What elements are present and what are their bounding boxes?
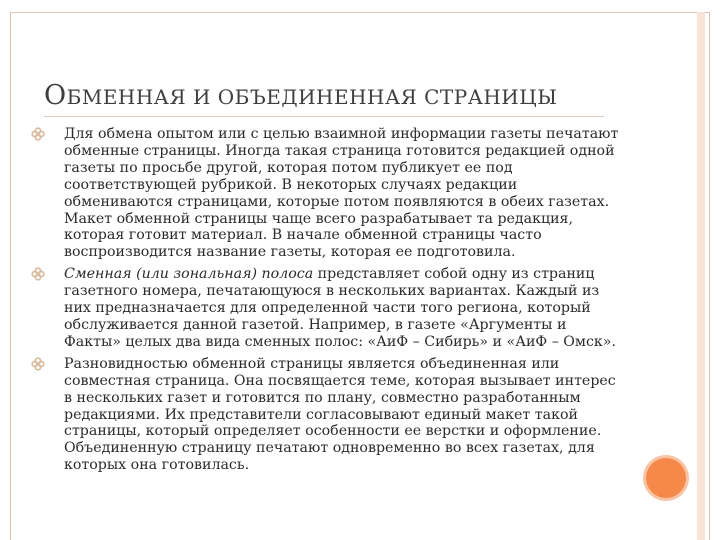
paragraph-text: Макет обменной страницы чаще всего разрабатывает та редакция, которая готовит материал. В начале обменной страницы часто воспроизводится название газеты, которая ее подготовила. (64, 210, 574, 261)
slide-title (44, 80, 557, 111)
slide-body (64, 126, 624, 479)
list-item (64, 266, 624, 351)
title-divider (44, 116, 604, 117)
list-item (64, 126, 624, 261)
flower-bullet-icon (31, 267, 45, 281)
paragraph-text: представляет собой одну из страниц газетного номера, печатающуюся в нескольких вариантах. Каждый из них предназначается для определенной части того региона, который обслуживается данной газетой. Например, в газете «Аргументы и Факты» целых два вида сменных полос: «АиФ – Сибирь» и «АиФ – Омск». (64, 266, 616, 350)
slide-edge-strip (697, 12, 705, 540)
paragraph-text: Разновидностью обменной страницы является объединенная или совместная страница. Она посвящается теме, которая вызывает интерес в нескольких газет и готовится по плану, совместно разработанным редакциями. Их представители согласовывают единый макет такой страницы, который определяет особенности ее верстки и оформление. Объединенную страницу печатают одновременно во всех газетах, для которых она готовилась. (64, 355, 616, 474)
slide-title-initial: О (44, 80, 67, 111)
list-item (64, 356, 624, 474)
slide-title-rest: БМЕННАЯ И ОБЪЕДИНЕННАЯ СТРАНИЦЫ (66, 85, 558, 109)
flower-bullet-icon (31, 357, 45, 371)
paragraph-text: Для обмена опытом или с целью взаимной информации газеты печатают обменные страницы. Иногда такая страница готовится редакцией одной газеты по просьбе другой, которая потом публикует ее под соответствующей рубрикой. В некоторых случаях редакции обмениваются страницами, которые потом появляются в обеих газетах. (64, 126, 619, 210)
italic-term: Сменная (или зональная) полоса (64, 266, 314, 283)
flower-bullet-icon (31, 127, 45, 141)
decorative-orange-circle (646, 458, 686, 498)
